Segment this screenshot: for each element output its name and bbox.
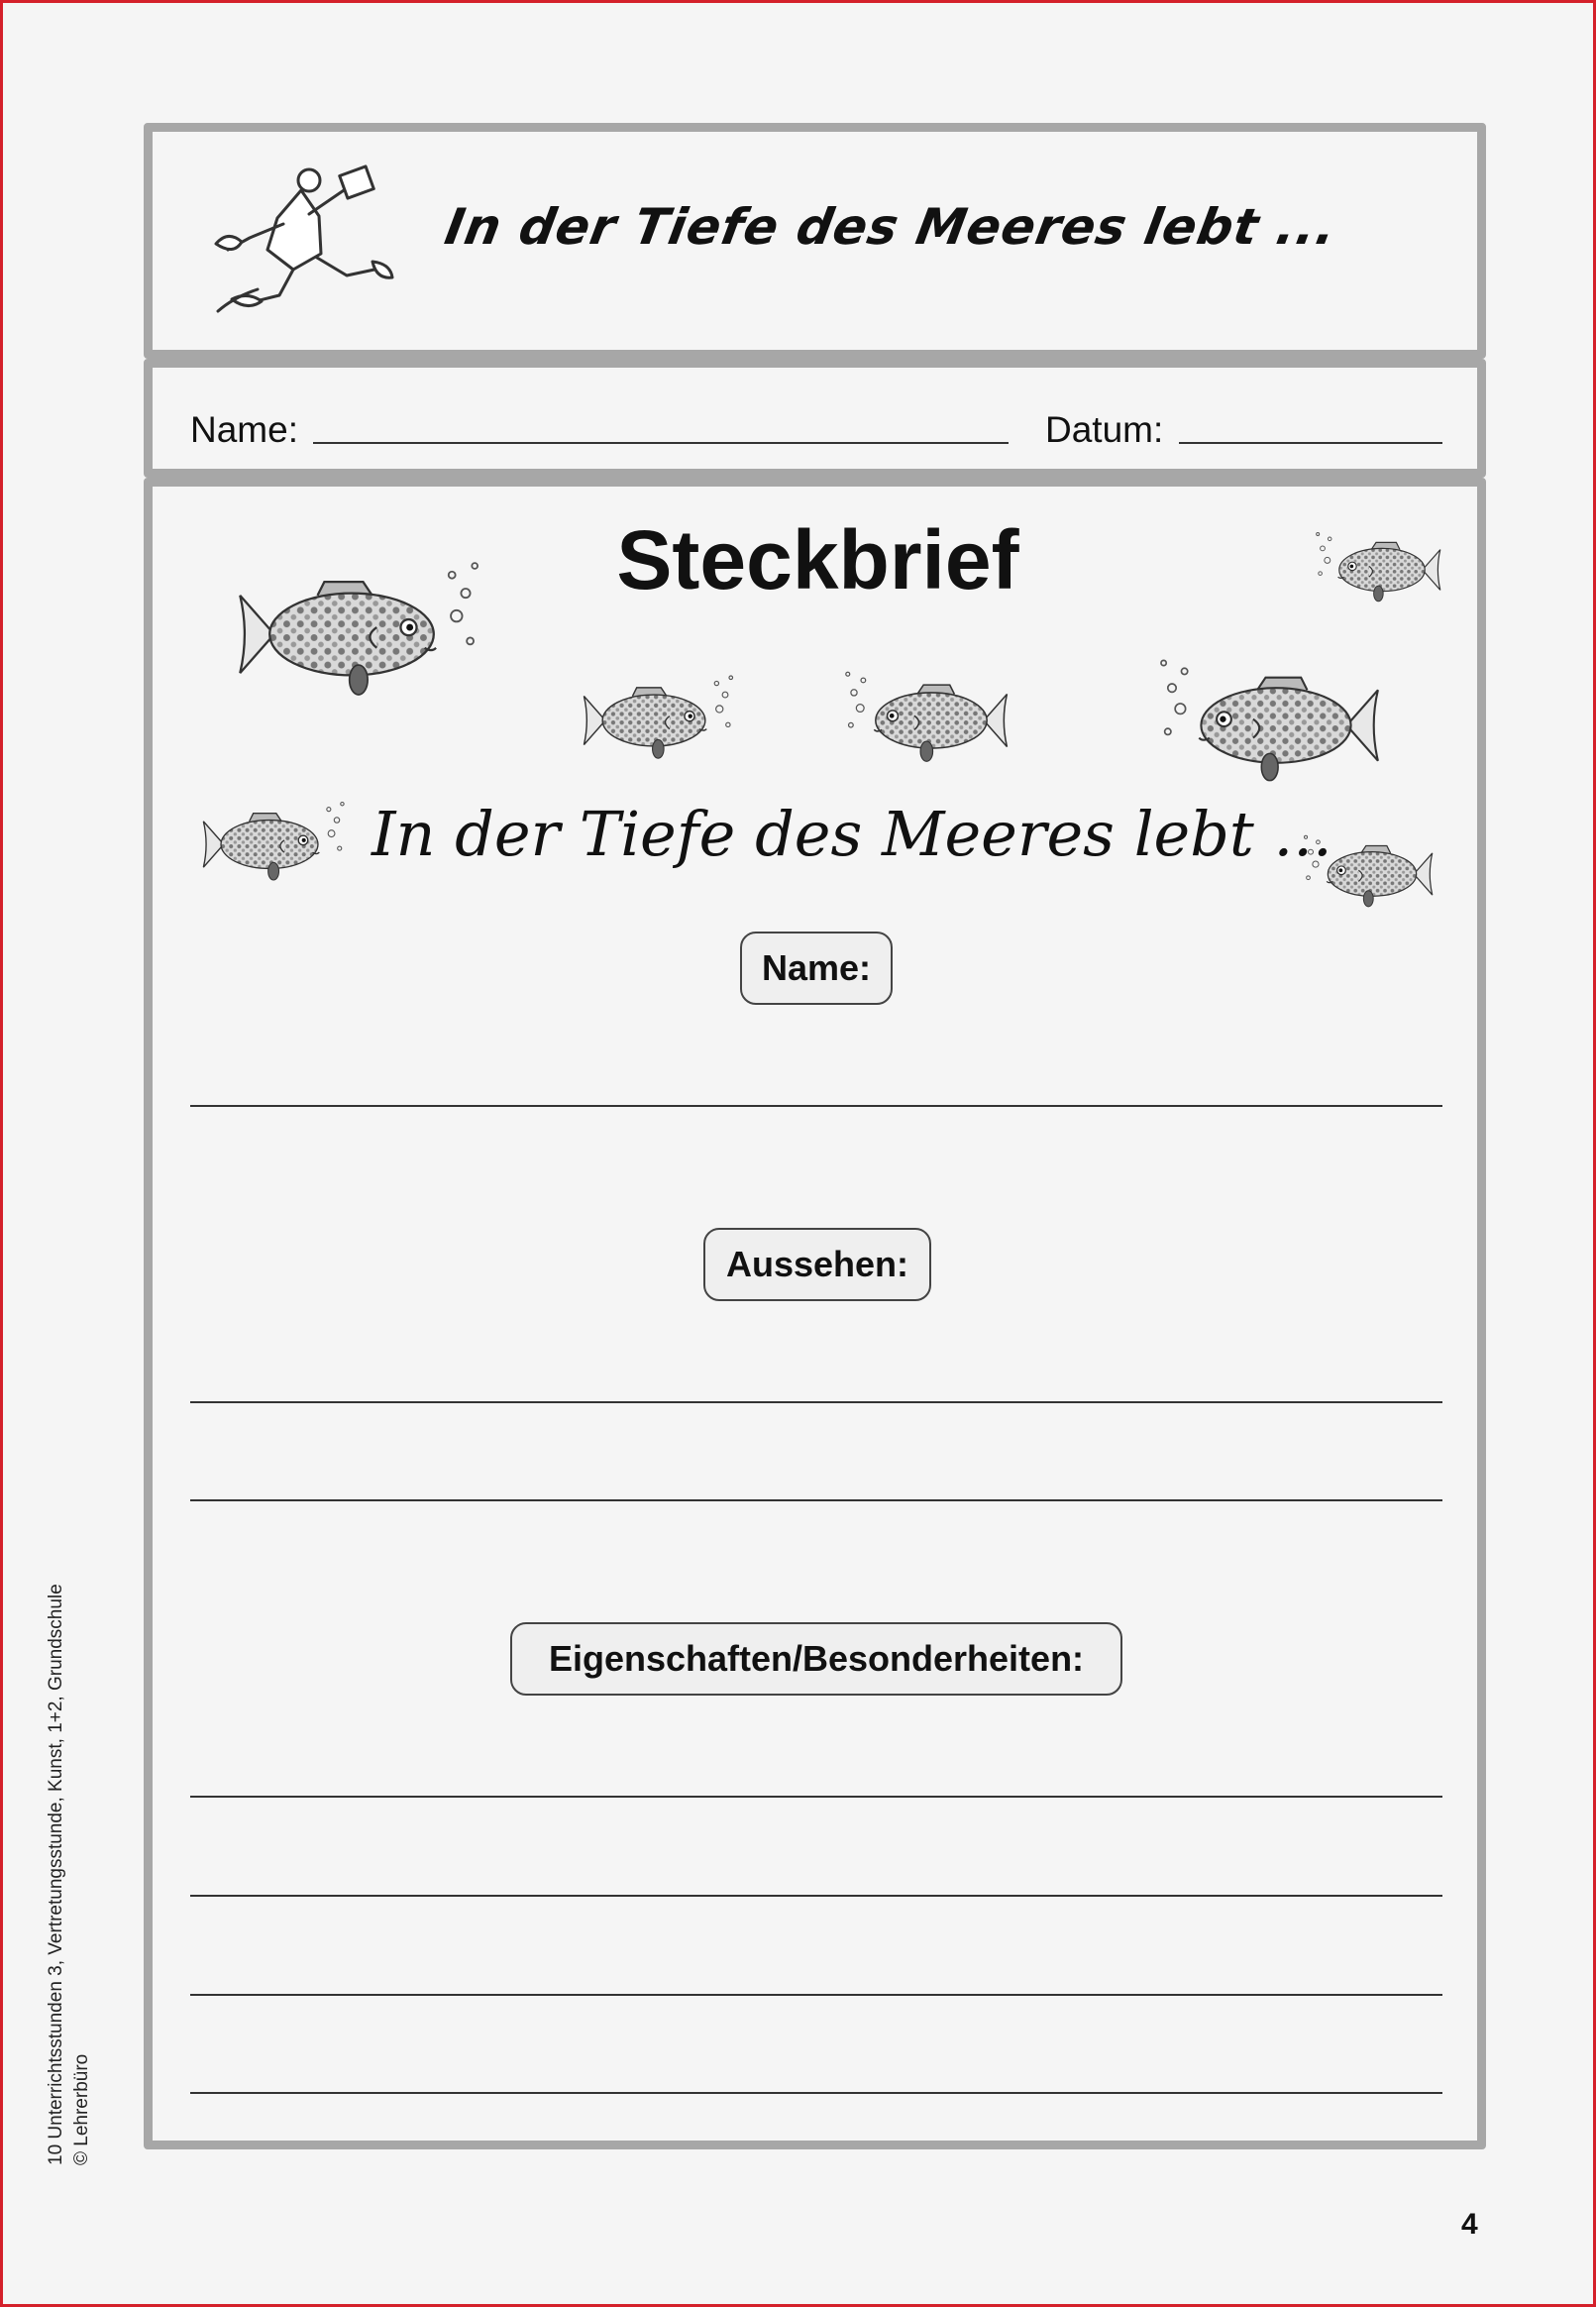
fish-icon xyxy=(1161,660,1378,780)
fish-icon xyxy=(240,563,478,695)
fish-icon xyxy=(584,676,732,758)
header-title: In der Tiefe des Meeres lebt ... xyxy=(440,198,1342,256)
copyright-line: © Lehrerbüro xyxy=(71,2053,92,2165)
writing-line[interactable] xyxy=(190,1105,1442,1107)
writing-line[interactable] xyxy=(190,1895,1442,1897)
section-label-appearance: Aussehen: xyxy=(703,1228,931,1301)
writing-line[interactable] xyxy=(190,1499,1442,1501)
page-number: 4 xyxy=(1461,2208,1478,2241)
side-note xyxy=(44,1584,95,2165)
steckbrief-heading: Steckbrief xyxy=(616,513,1019,606)
writing-line[interactable] xyxy=(190,2092,1442,2094)
date-label: Datum: xyxy=(1045,409,1164,450)
writing-line[interactable] xyxy=(190,1796,1442,1798)
writing-line[interactable] xyxy=(190,1994,1442,1996)
subtitle: In der Tiefe des Meeres lebt ... xyxy=(372,798,1332,870)
fish-icon xyxy=(1317,533,1440,602)
source-line: 10 Unterrichtsstunden 3, Vertretungsstunde, Kunst, 1+2, Grundschule xyxy=(46,1584,66,2165)
section-label-name: Name: xyxy=(740,932,893,1005)
name-label: Name: xyxy=(190,409,298,450)
fish-icon xyxy=(203,803,344,881)
section-label-properties: Eigenschaften/Besonderheiten: xyxy=(510,1622,1122,1696)
writing-line[interactable] xyxy=(190,1401,1442,1403)
fish-icon xyxy=(846,672,1008,761)
